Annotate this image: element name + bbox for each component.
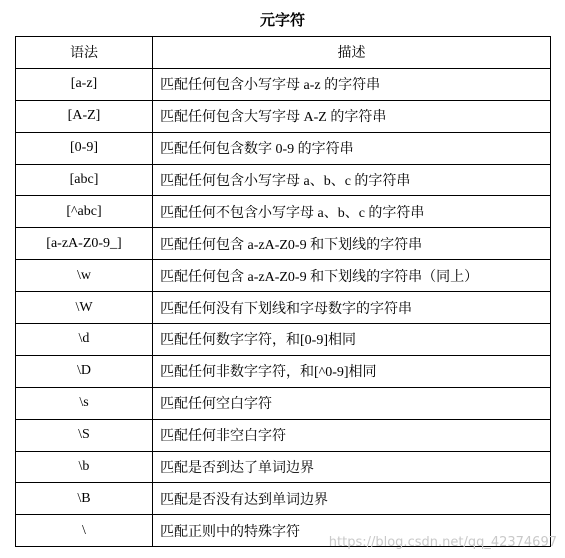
description-cell: 匹配任何空白字符 — [153, 387, 551, 419]
description-cell: 匹配任何包含小写字母 a、b、c 的字符串 — [153, 164, 551, 196]
syntax-cell: [^abc] — [16, 196, 153, 228]
metacharacter-table — [15, 36, 551, 547]
table-row — [16, 228, 551, 260]
syntax-cell: [A-Z] — [16, 100, 153, 132]
description-cell: 匹配任何包含大写字母 A-Z 的字符串 — [153, 100, 551, 132]
syntax-cell: [abc] — [16, 164, 153, 196]
table-row — [16, 419, 551, 451]
syntax-cell: \W — [16, 292, 153, 324]
description-cell: 匹配任何非空白字符 — [153, 419, 551, 451]
description-cell: 匹配任何包含数字 0-9 的字符串 — [153, 132, 551, 164]
table-row — [16, 100, 551, 132]
table-row — [16, 483, 551, 515]
syntax-cell: [a-z] — [16, 68, 153, 100]
description-cell: 匹配任何包含 a-zA-Z0-9 和下划线的字符串（同上） — [153, 260, 551, 292]
table-row — [16, 324, 551, 356]
syntax-cell: \s — [16, 387, 153, 419]
syntax-cell: \w — [16, 260, 153, 292]
description-cell: 匹配任何包含 a-zA-Z0-9 和下划线的字符串 — [153, 228, 551, 260]
syntax-cell: \ — [16, 515, 153, 547]
table-row — [16, 132, 551, 164]
description-cell: 匹配任何没有下划线和字母数字的字符串 — [153, 292, 551, 324]
syntax-cell: [0-9] — [16, 132, 153, 164]
description-cell: 匹配任何包含小写字母 a-z 的字符串 — [153, 68, 551, 100]
description-cell: 匹配任何不包含小写字母 a、b、c 的字符串 — [153, 196, 551, 228]
table-header-row — [16, 37, 551, 69]
syntax-cell: [a-zA-Z0-9_] — [16, 228, 153, 260]
column-header-syntax: 语法 — [16, 37, 153, 69]
table-row — [16, 387, 551, 419]
description-cell: 匹配正则中的特殊字符 — [153, 515, 551, 547]
description-cell: 匹配是否到达了单词边界 — [153, 451, 551, 483]
syntax-cell: \S — [16, 419, 153, 451]
table-row — [16, 164, 551, 196]
table-row — [16, 260, 551, 292]
description-cell: 匹配任何数字字符，和[0-9]相同 — [153, 324, 551, 356]
column-header-description: 描述 — [153, 37, 551, 69]
table-title: 元字符 — [259, 11, 305, 29]
description-cell: 匹配是否没有达到单词边界 — [153, 483, 551, 515]
syntax-cell: \d — [16, 324, 153, 356]
syntax-cell: \D — [16, 355, 153, 387]
syntax-cell: \B — [16, 483, 153, 515]
syntax-cell: \b — [16, 451, 153, 483]
watermark-text: https://blog.csdn.net/qq_42374697 — [328, 535, 557, 550]
table-row — [16, 196, 551, 228]
table-row — [16, 292, 551, 324]
table-row — [16, 68, 551, 100]
table-row — [16, 355, 551, 387]
table-row — [16, 451, 551, 483]
description-cell: 匹配任何非数字字符，和[^0-9]相同 — [153, 355, 551, 387]
